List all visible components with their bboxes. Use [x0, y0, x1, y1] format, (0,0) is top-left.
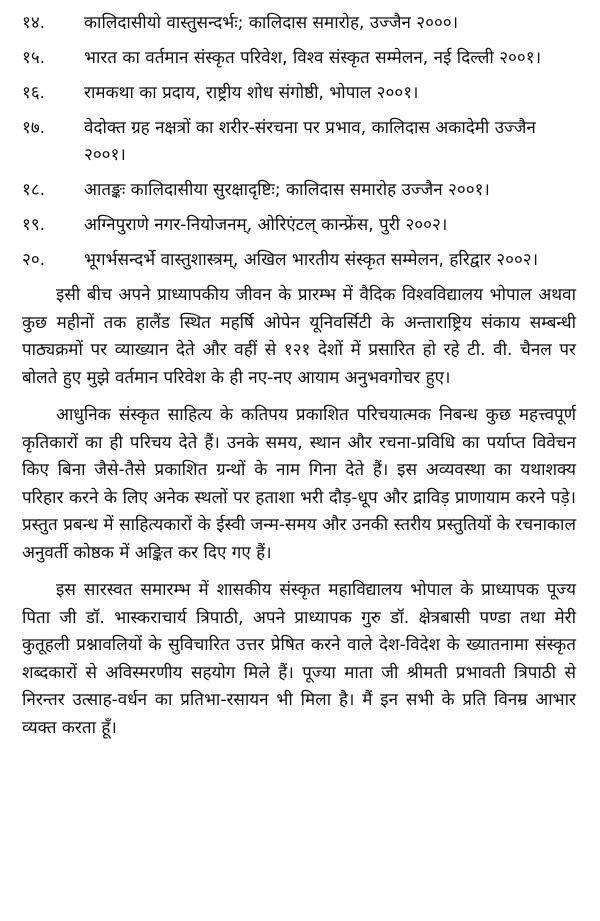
item-text: अग्निपुराणे नगर-नियोजनम्, ओरिएंटल् कान्फ्रेंस, पुरी २००२। — [84, 215, 448, 235]
list-item — [22, 212, 576, 239]
list-item — [22, 10, 576, 37]
paragraph-2: आधुनिक संस्कृत साहित्य के कतिपय प्रकाशित परिचयात्मक निबन्ध कुछ महत्त्वपूर्ण कृतिकारों का ही परिचय देते हैं। उनके समय, स्थान और रचना-प्रविधि का पर्याप्त विवेचन किए बिना जैसे-तैसे प्रकाशित ग्रन्थों के नाम गिना देते हैं। इस अव्यवस्था का यथाशक्य परिहार करने के लिए अनेक स्थलों पर हताशा भरी दौड़-धूप और द्राविड़ प्राणायाम करने पड़े। प्रस्तुत प्रबन्ध में साहित्यकारों के ईस्वी जन्म-समय और उनकी स्तरीय प्रस्तुतियों के रचनाकाल अनुवर्ती कोष्ठक में अङ्कित कर दिए गए हैं। — [22, 405, 576, 563]
body-text — [22, 282, 576, 742]
list-item — [22, 45, 576, 72]
item-text: कालिदासीयो वास्तुसन्दर्भः; कालिदास समारोह, उज्जैन २०००। — [84, 13, 459, 33]
list-item — [22, 80, 576, 107]
list-item — [22, 177, 576, 204]
item-number: १४. — [22, 13, 46, 33]
publication-list — [22, 10, 576, 274]
item-number: २०. — [22, 250, 46, 270]
list-item — [22, 115, 576, 169]
list-item — [22, 247, 576, 274]
item-number: १९. — [22, 215, 46, 235]
item-number: १८. — [22, 180, 46, 200]
item-number: १५. — [22, 48, 46, 68]
item-text: भारत का वर्तमान संस्कृत परिवेश, विश्व संस्कृत सम्मेलन, नई दिल्ली २००१। — [84, 48, 542, 68]
item-text: रामकथा का प्रदाय, राष्ट्रीय शोध संगोष्ठी, भोपाल २००१। — [84, 83, 419, 103]
item-text: भूगर्भसन्दर्भे वास्तुशास्त्रम्, अखिल भारतीय संस्कृत सम्मेलन, हरिद्वार २००२। — [84, 250, 539, 270]
item-text: वेदोक्त ग्रह नक्षत्रों का शरीर-संरचना पर प्रभाव, कालिदास अकादेमी उज्जैन २००१। — [84, 118, 536, 165]
item-number: १७. — [22, 118, 46, 138]
paragraph-1: इसी बीच अपने प्राध्यापकीय जीवन के प्रारम्भ में वैदिक विश्वविद्यालय भोपाल अथवा कुछ महीनों तक हालैंड स्थित महर्षि ओपेन यूनिवर्सिटी के अन्ताराष्ट्रिय संकाय सम्बन्धी पाठ्यक्रमों पर व्याख्यान देते और वहीं से १२१ देशों में प्रसारित हो रहे टी. वी. चैनल पर बोलते हुए मुझे वर्तमान परिवेश के ही नए-नए आयाम अनुभवगोचर हुए। — [22, 285, 576, 388]
paragraph-3: इस सारस्वत समारम्भ में शासकीय संस्कृत महाविद्यालय भोपाल के प्राध्यापक पूज्य पिता जी डॉ. भास्कराचार्य त्रिपाठी, अपने प्राध्यापक गुरु डॉ. क्षेत्रबासी पण्डा तथा मेरी कुतूहली प्रश्नावलियों के सुविचारित उत्तर प्रेषित करने वाले देश-विदेश के ख्यातनामा संस्कृत शब्दकारों से अविस्मरणीय सहयोग मिले हैं। पूज्या माता जी श्रीमती प्रभावती त्रिपाठी से निरन्तर उत्साह-वर्धन का प्रतिभा-रसायन भी मिला है। मैं इन सभी के प्रति विनम्र आभार व्यक्त करता हूँ। — [22, 580, 576, 738]
item-number: १६. — [22, 83, 46, 103]
item-text: आतङ्कः कालिदासीया सुरक्षादृष्टिः; कालिदास समारोह उज्जैन २००१। — [84, 180, 490, 200]
